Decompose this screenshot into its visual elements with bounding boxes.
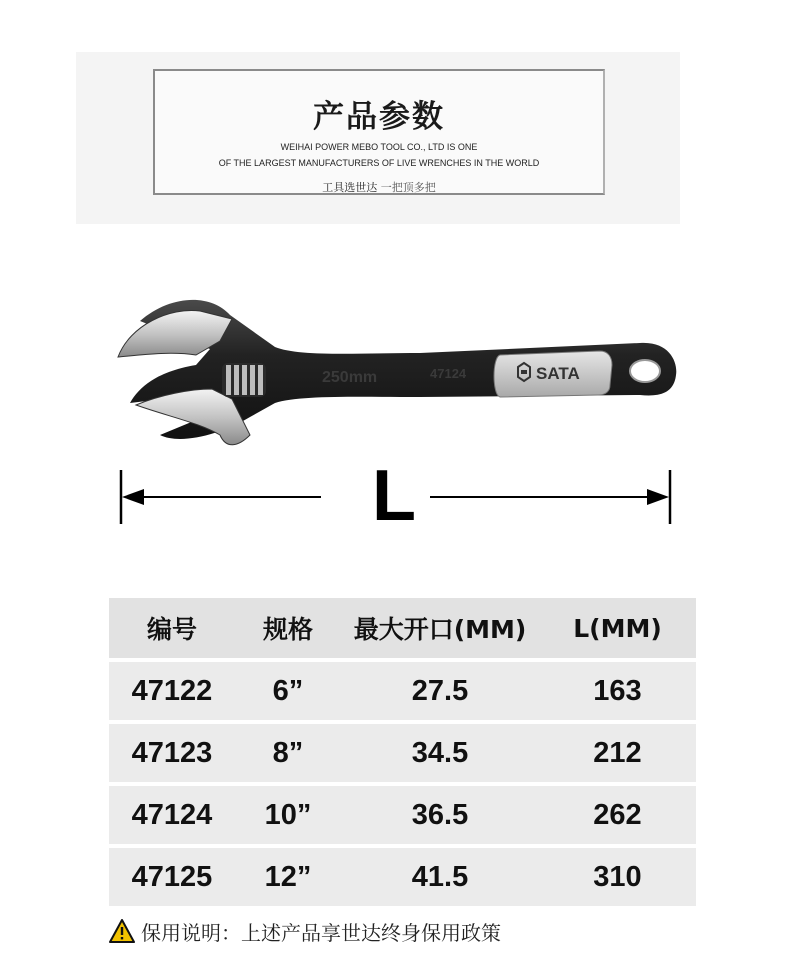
cell-max-opening: 27.5 bbox=[411, 674, 469, 707]
cell-size: 8” bbox=[272, 736, 304, 769]
hang-hole bbox=[630, 360, 660, 382]
header-banner bbox=[76, 52, 680, 224]
slogan bbox=[155, 179, 603, 195]
header-frame bbox=[153, 69, 605, 195]
header-size: 规格 bbox=[262, 615, 313, 644]
warranty-note bbox=[109, 916, 501, 946]
cell-model: 47123 bbox=[131, 736, 213, 769]
cell-size: 6” bbox=[272, 674, 304, 707]
model-engraving: 47124 bbox=[430, 366, 467, 381]
warranty-text: 保用说明：上述产品享世达终身保用政策 bbox=[141, 920, 501, 945]
header-length: L(MM) bbox=[573, 613, 662, 643]
worm-screw bbox=[222, 363, 266, 397]
table-row bbox=[109, 786, 696, 844]
cell-model: 47122 bbox=[131, 674, 213, 707]
slogan-sub: 一把顶多把 bbox=[380, 181, 436, 194]
company-intro-line1: WEIHAI POWER MEBO TOOL CO., LTD IS ONE bbox=[280, 142, 478, 152]
brand-name: SATA bbox=[536, 364, 580, 383]
cell-model: 47124 bbox=[131, 798, 213, 831]
cell-max-opening: 41.5 bbox=[411, 860, 469, 893]
cell-max-opening: 36.5 bbox=[411, 798, 469, 831]
cell-length: 310 bbox=[593, 860, 642, 893]
table-row bbox=[109, 724, 696, 782]
warning-triangle-icon bbox=[109, 919, 135, 943]
table-row bbox=[109, 662, 696, 720]
cell-length: 163 bbox=[593, 674, 642, 707]
cell-size: 10” bbox=[264, 798, 312, 831]
adjustable-wrench-image bbox=[100, 285, 680, 455]
cell-length: 262 bbox=[593, 798, 642, 831]
table-row bbox=[109, 848, 696, 906]
header-model: 编号 bbox=[146, 615, 197, 644]
cell-model: 47125 bbox=[131, 860, 213, 893]
dimension-label: L bbox=[372, 456, 416, 536]
cell-length: 212 bbox=[593, 736, 642, 769]
page-title: 产品参数 bbox=[313, 99, 445, 135]
cell-size: 12” bbox=[264, 860, 312, 893]
company-intro-line2: OF THE LARGEST MANUFACTURERS OF LIVE WRENCHES IN THE WORLD bbox=[218, 158, 540, 168]
length-dimension bbox=[118, 456, 674, 536]
slogan-main: 工具选世达 bbox=[322, 181, 378, 194]
size-engraving: 250mm bbox=[322, 369, 378, 386]
table-header-row bbox=[109, 598, 696, 658]
header-max-opening: 最大开口(MM) bbox=[353, 615, 527, 644]
cell-max-opening: 34.5 bbox=[411, 736, 469, 769]
spec-table bbox=[109, 598, 696, 910]
